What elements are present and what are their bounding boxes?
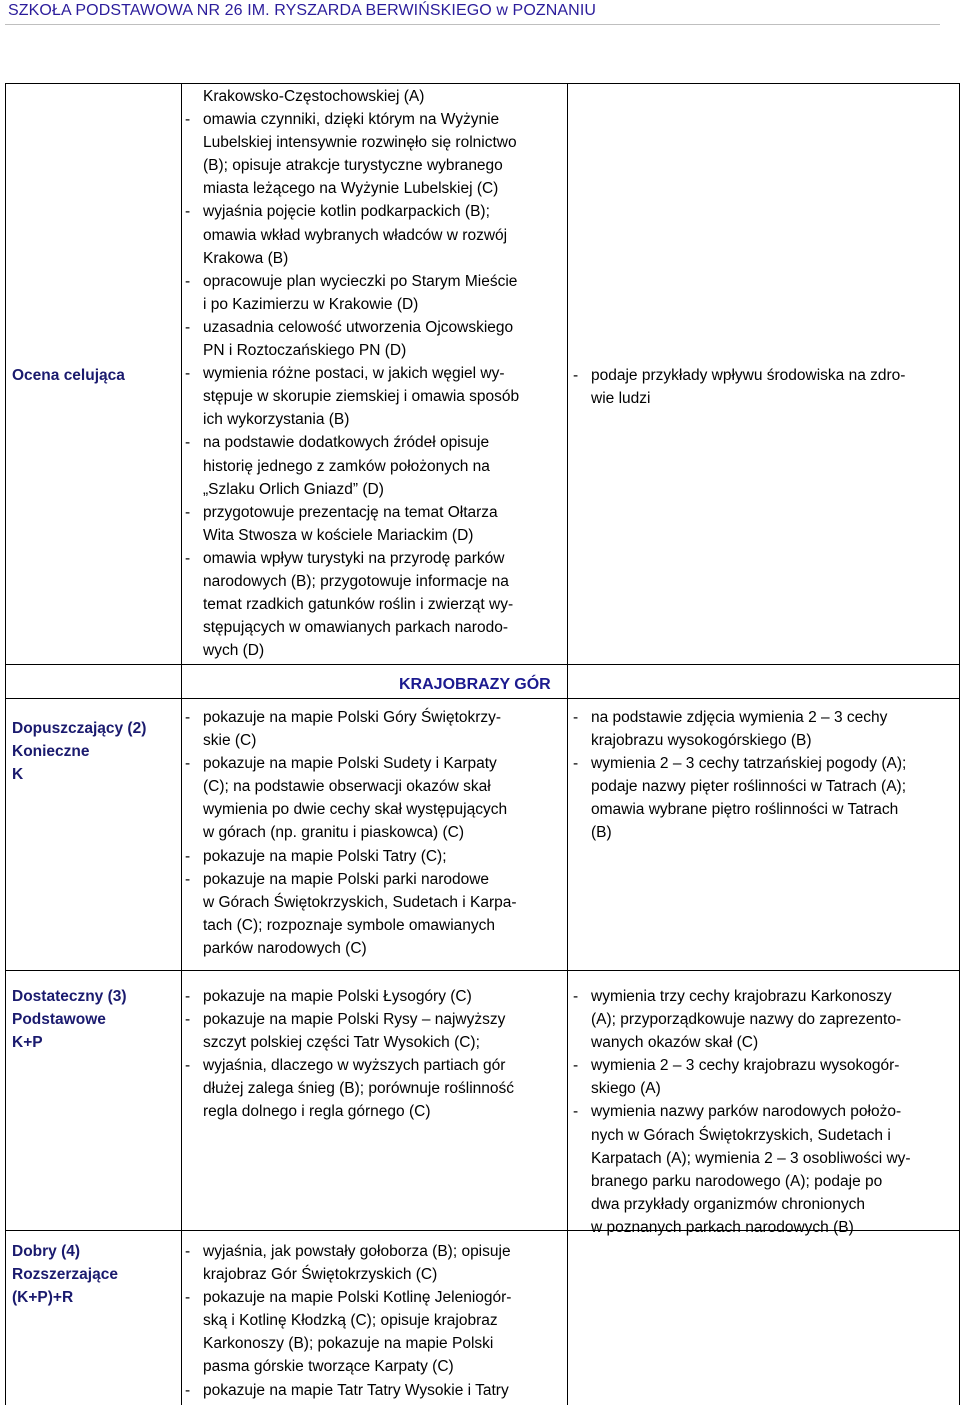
list-item	[181, 1286, 567, 1378]
list-item-line: - pokazuje na mapie Polski Rysy – najwyższy	[203, 1011, 506, 1029]
list-item-line: - na podstawie zdjęcia wymienia 2 – 3 cechy	[591, 709, 888, 726]
list-item-line: podaje nazwy pięter roślinności w Tatrach (A);	[591, 778, 907, 796]
row-divider	[5, 698, 960, 699]
list-item	[181, 868, 567, 960]
list-item-line: - pokazuje na mapie Polski Tatry (C);	[203, 847, 447, 865]
list-item-line: - omawia czynniki, dzięki którym na Wyżynie	[203, 111, 500, 129]
dopuszczajacy-requirements-col2	[181, 706, 567, 960]
list-item-line: (C); na podstawie obserwacji okazów skał	[203, 778, 491, 796]
list-item-line: ską i Kotlinę Kłodzką (C); opisuje krajobraz	[203, 1312, 498, 1330]
list-item-line: - przygotowuje prezentację na temat Ołtarza	[203, 503, 498, 521]
list-item	[569, 1100, 959, 1239]
list-item-line: - wyjaśnia, dlaczego w wyższych partiach gór	[203, 1057, 506, 1075]
table-border-left	[5, 83, 6, 1405]
list-item	[181, 752, 567, 844]
table-divider-col2	[567, 83, 568, 1405]
list-item-line: wych (D)	[203, 642, 265, 660]
list-item-line: „Szlaku Orlich Gniazd” (D)	[203, 480, 384, 498]
list-item	[181, 1008, 567, 1054]
grade-label-dostateczny: Dostateczny (3) Podstawowe K+P	[12, 988, 127, 1051]
list-item	[569, 752, 959, 844]
list-item-line: historię jednego z zamków położonych na	[203, 457, 490, 475]
dostateczny-requirements-col2	[181, 985, 567, 1124]
list-item	[181, 1240, 567, 1286]
list-item	[181, 547, 567, 662]
list-item-line: - na podstawie dodatkowych źródeł opisuje	[203, 434, 490, 452]
list-item	[569, 364, 959, 410]
list-item	[181, 1379, 567, 1402]
list-item	[181, 1054, 567, 1123]
list-item-line: PN i Roztoczańskiego PN (D)	[203, 342, 407, 360]
list-item-line: - pokazuje na mapie Polski Góry Świętokrzy-	[203, 709, 502, 726]
table-border-top	[5, 83, 960, 84]
list-item-line: Lubelskiej intensywnie rozwinęło się rolnictwo	[203, 134, 517, 152]
list-item-line: narodowych (B); przygotowuje informacje na	[203, 572, 509, 590]
list-item-line: branego parku narodowego (A); podaje po	[591, 1172, 883, 1190]
celujaca-requirements-col3	[569, 364, 959, 410]
list-item	[181, 362, 567, 431]
list-item-line: stępujących w omawianych parkach narodo-	[203, 619, 508, 637]
row-divider	[5, 970, 960, 971]
list-item-line: regla dolnego i regla górnego (C)	[203, 1103, 431, 1121]
list-item-line: krajobraz Gór Świętokrzyskich (C)	[203, 1266, 438, 1284]
list-item-line: - wymienia 2 – 3 cechy krajobrazu wysokogór-	[591, 1057, 900, 1075]
list-item-line: - wymienia nazwy parków narodowych położo-	[591, 1103, 902, 1121]
list-item-line: temat rzadkich gatunków roślin i zwierząt wy-	[203, 596, 514, 614]
list-item	[569, 1054, 959, 1100]
list-item-line: - opracowuje plan wycieczki po Starym Mieście	[203, 272, 518, 290]
section-title: KRAJOBRAZY GÓR	[399, 676, 551, 693]
list-item-line: - wymienia 2 – 3 cechy tatrzańskiej pogody (A);	[591, 755, 907, 773]
list-item-line: - pokazuje na mapie Polski Łysogóry (C)	[203, 988, 472, 1005]
list-item	[181, 200, 567, 269]
continued-line: Krakowsko-Częstochowskiej (A)	[203, 88, 425, 105]
list-item	[181, 845, 567, 868]
dostateczny-requirements-col3	[569, 985, 959, 1239]
list-item-line: tach (C); rozpoznaje symbole omawianych	[203, 916, 496, 934]
list-item	[181, 270, 567, 316]
list-item-line: omawia wkład wybranych władców w rozwój	[203, 226, 508, 244]
list-item-line: - wymienia trzy cechy krajobrazu Karkonoszy	[591, 988, 892, 1005]
list-item-line: - pokazuje na mapie Polski Sudety i Karpaty	[203, 755, 497, 773]
list-item-line: (B); opisuje atrakcje turystyczne wybranego	[203, 157, 503, 175]
list-item-line: krajobrazu wysokogórskiego (B)	[591, 732, 812, 750]
list-item	[181, 316, 567, 362]
row-divider	[5, 664, 960, 665]
header-divider	[5, 24, 940, 25]
dobry-requirements-col2	[181, 1240, 567, 1402]
list-item-line: - uzasadnia celowość utworzenia Ojcowskiego	[203, 318, 514, 336]
list-item-line: dłużej zalega śnieg (B); porównuje roślinność	[203, 1080, 515, 1098]
list-item-line: nych w Górach Świętokrzyskich, Sudetach i	[591, 1126, 891, 1144]
list-item-line: Krakowa (B)	[203, 249, 289, 267]
grade-label-dobry: Dobry (4) Rozszerzające (K+P)+R	[12, 1243, 118, 1306]
list-item-line: skie (C)	[203, 732, 257, 750]
list-item	[569, 706, 959, 752]
list-item-line: omawia wybrane piętro roślinności w Tatrach	[591, 801, 899, 819]
page-header: SZKOŁA PODSTAWOWA NR 26 IM. RYSZARDA BERWIŃSKIEGO w POZNANIU	[8, 2, 597, 19]
list-item-line: wanych okazów skał (C)	[591, 1034, 759, 1052]
list-item	[569, 985, 959, 1054]
list-item-line: w poznanych parkach narodowych (B)	[591, 1218, 854, 1236]
list-item-line: - podaje przykłady wpływu środowiska na zdro-	[591, 367, 906, 384]
list-item-line: Karkonoszy (B); pokazuje na mapie Polski	[203, 1335, 494, 1353]
grade-label-dopuszczajacy: Dopuszczający (2) Konieczne K	[12, 720, 147, 783]
list-item-line: miasta leżącego na Wyżynie Lubelskiej (C)	[203, 180, 499, 198]
list-item-line: w Górach Świętokrzyskich, Sudetach i Karpa-	[203, 893, 517, 911]
list-item-line: Wita Stwosza w kościele Mariackim (D)	[203, 526, 474, 544]
list-item-line: stępuje w skorupie ziemskiej i omawia sposób	[203, 388, 520, 406]
list-item	[181, 108, 567, 200]
list-item	[181, 431, 567, 500]
list-item-line: wymienia po dwie cechy skał występujących	[203, 801, 508, 819]
list-item-line: Karpatach (A); wymienia 2 – 3 osobliwości wy-	[591, 1149, 911, 1167]
list-item-line: wie ludzi	[591, 390, 651, 408]
list-item-line: - wyjaśnia, jak powstały gołoborza (B); opisuje	[203, 1243, 511, 1260]
list-item-line: - wyjaśnia pojęcie kotlin podkarpackich (B);	[203, 203, 490, 221]
list-item-line: (B)	[591, 824, 612, 842]
list-item-line: - pokazuje na mapie Polski Kotlinę Jeleniogór-	[203, 1289, 512, 1307]
list-item-line: ich wykorzystania (B)	[203, 411, 350, 429]
list-item	[181, 985, 567, 1008]
list-item-line: pasma górskie tworzące Karpaty (C)	[203, 1358, 454, 1376]
list-item-line: - pokazuje na mapie Polski parki narodowe	[203, 870, 490, 888]
list-item-line: szczyt polskiej części Tatr Wysokich (C);	[203, 1034, 480, 1052]
list-item-line: - omawia wpływ turystyki na przyrodę parków	[203, 549, 505, 567]
dopuszczajacy-requirements-col3	[569, 706, 959, 845]
list-item-line: i po Kazimierzu w Krakowie (D)	[203, 295, 419, 313]
list-item-line: (A); przyporządkowuje nazwy do zaprezento-	[591, 1011, 902, 1029]
list-item-line: w górach (np. granitu i piaskowca) (C)	[203, 824, 465, 842]
grade-label-celujaca: Ocena celująca	[12, 367, 125, 384]
list-item-line: - pokazuje na mapie Tatr Tatry Wysokie i Tatry	[203, 1381, 509, 1399]
list-item	[181, 706, 567, 752]
list-item-line: skiego (A)	[591, 1080, 661, 1098]
list-item-line: - wymienia różne postaci, w jakich węgiel wy-	[203, 365, 505, 383]
list-item-line: dwa przykłady organizmów chronionych	[591, 1195, 865, 1213]
celujaca-requirements-col2	[181, 85, 567, 662]
list-item-line: parków narodowych (C)	[203, 939, 367, 957]
list-item	[181, 501, 567, 547]
